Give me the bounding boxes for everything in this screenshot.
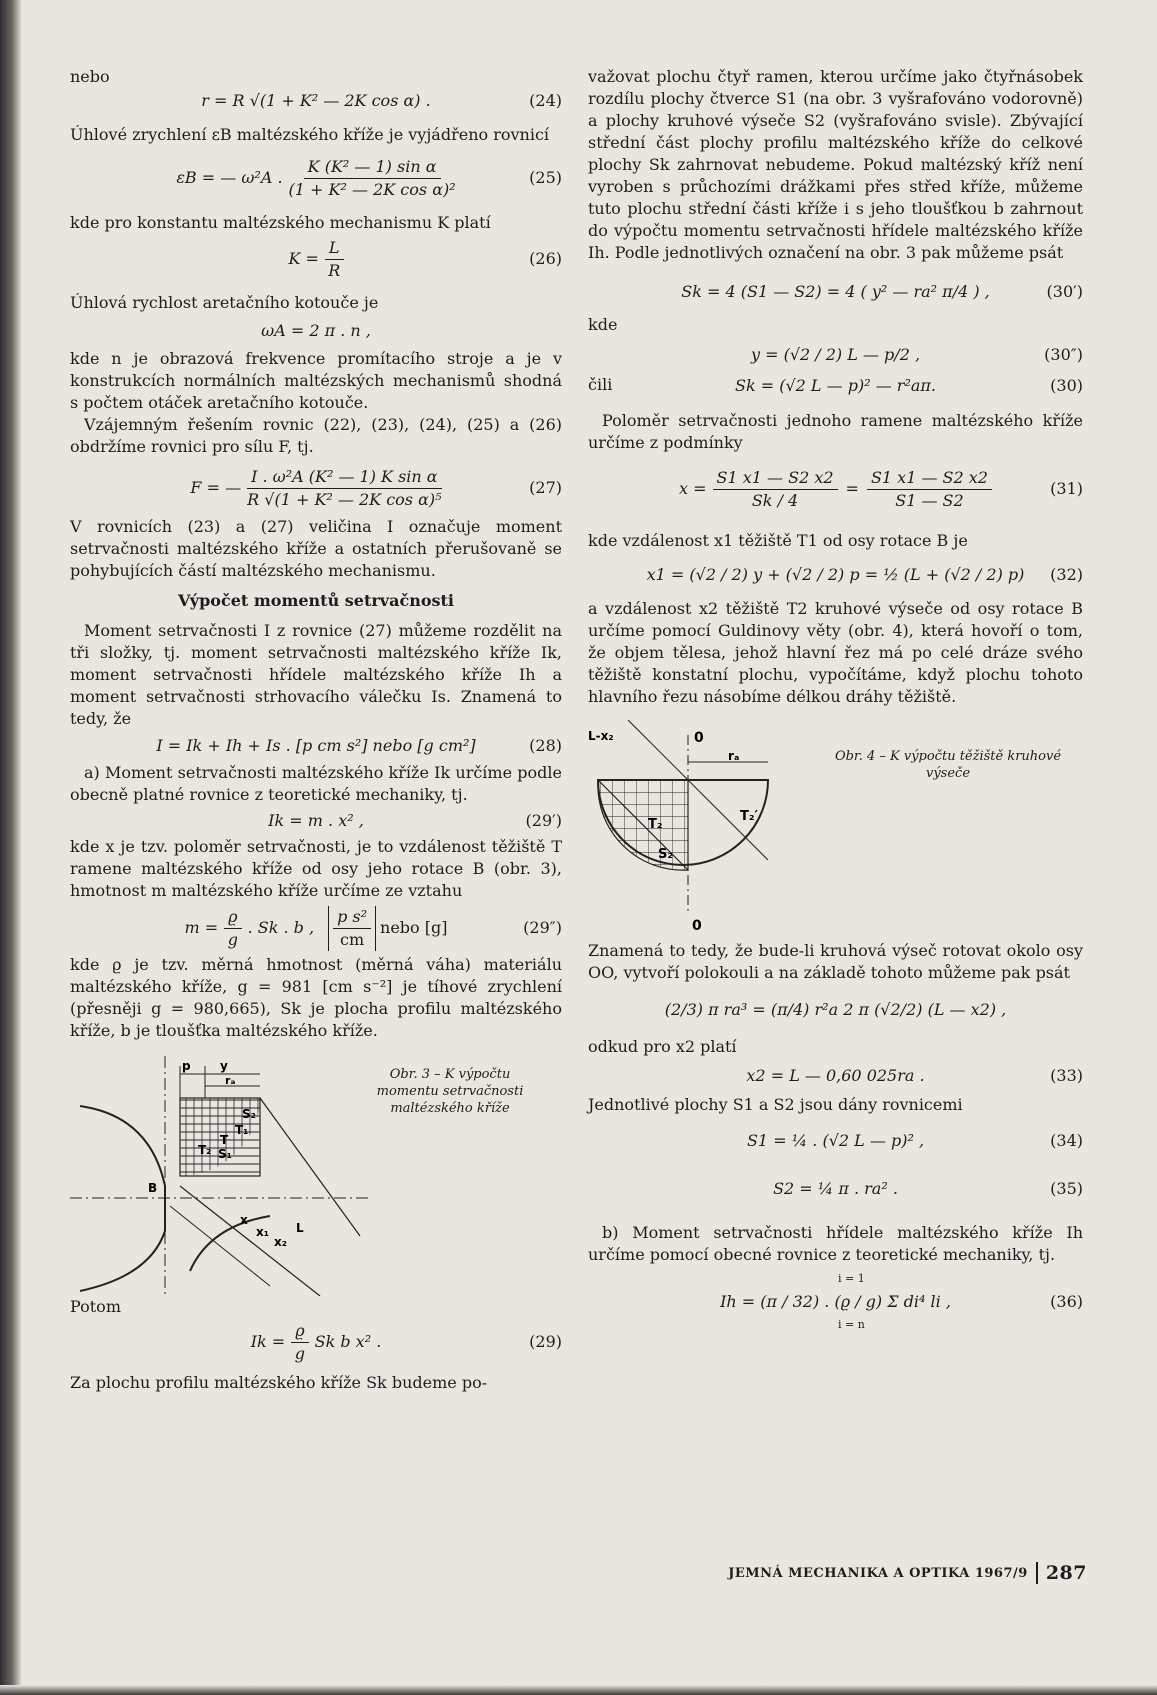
figure-4: [588, 720, 1083, 940]
equation-number: (29): [529, 1332, 562, 1351]
equation-29b: m = $\frac{ϱ}{g}$ . Sk . b , p s² cm nebo [g] (29″): [184, 906, 562, 949]
paragraph: Úhlové zrychlení εB maltézského kříže je vyjádřeno rovnicí: [70, 125, 550, 144]
section-heading: Výpočet momentů setrvačnosti: [178, 591, 454, 610]
text-kde: kde: [588, 315, 618, 334]
fig3-label-x1: x₁: [256, 1225, 269, 1239]
equation-number: (30′): [1046, 282, 1083, 301]
fig4-label-0-bottom: 0: [692, 918, 702, 934]
equation-34: S1 = ¼ . (√2 L — p)² , (34): [746, 1131, 1083, 1150]
paragraph: kde n je obrazová frekvence promítacího stroje a je v konstrukcích normálních maltézských mechanismů shodná s počtem otáček aretačního kotouče.: [70, 349, 562, 412]
equation-number: (33): [1050, 1066, 1083, 1085]
fig4-label-L-x2: L-x₂: [588, 729, 614, 743]
paragraph: kde ϱ je tzv. měrná hmotnost (měrná váha) materiálu maltézského kříže, g = 981 [cm s⁻²] je tíhové zrychlení (přesněji g = 980,665), Sk je plocha profilu maltézského kříže, b je tloušťka maltézského kříže.: [70, 955, 562, 1040]
text-potom: Potom: [70, 1297, 121, 1316]
paragraph: kde vzdálenost x1 těžiště T1 od osy rotace B je: [588, 531, 968, 550]
equation-number: (29″): [523, 918, 562, 937]
figure-4-drawing: [588, 720, 818, 940]
left-column: [70, 66, 562, 1394]
equation-30b: y = (√2 / 2) L — p/2 , (30″): [750, 345, 1083, 364]
equation-number: (34): [1050, 1131, 1083, 1150]
fig4-label-0-top: 0: [694, 730, 704, 746]
figure-4-caption: Obr. 4 – K výpočtu těžiště kruhové výseče: [834, 749, 1062, 781]
equation-32: x1 = (√2 / 2) y + (√2 / 2) p = ½ (L + (√2 / 2) p) (32): [646, 565, 1083, 584]
equation-26: K = $\frac{L}{R}$ (26): [288, 237, 562, 280]
fig3-label-ra: rₐ: [225, 1074, 236, 1087]
paragraph: Jednotlivé plochy S1 a S2 jsou dány rovnicemi: [588, 1095, 963, 1114]
paragraph: važovat plochu čtyř ramen, kterou určíme jako čtyřnásobek rozdílu plochy čtverce S1 (na obr. 3 vyšrafováno vodorovně) a plochy kruhové výseče S2 (vyšrafováno svisle). Zbývající střední část plochy profilu maltézského kříže do celkové plochy Sk zahrnovat nebudeme. Pokud maltézský kříž není vyroben s průchozími drážkami přes střed kříže, můžeme tuto plochu střední části kříže i s jeho tloušťkou b zahrnout do výpočtu momentu setrvačnosti hřídele maltézského kříže Ih. Podle jednotlivých označení na obr. 3 pak můžeme psát: [588, 67, 1083, 262]
paragraph: a vzdálenost x2 těžiště T2 kruhové výseče od osy rotace B určíme pomocí Guldinovy věty (obr. 4), která hovoří o tom, že objem tělesa, jehož hlavní řez má po celé dráze svého těžiště konstatní plochu, vypočítáme, když plochu tohoto hlavního řezu násobíme délkou dráhy těžiště.: [588, 599, 1083, 706]
paragraph: kde pro konstantu maltézského mechanismu K platí: [70, 213, 491, 232]
paragraph: b) Moment setrvačnosti hřídele maltézského kříže Ih určíme pomocí obecné rovnice z teoretické mechaniky, tj.: [588, 1223, 1083, 1264]
fig3-label-S2: S₂: [242, 1107, 256, 1121]
paragraph: Moment setrvačnosti I z rovnice (27) můžeme rozdělit na tři složky, tj. moment setrvačnosti maltézského kříže Ik, moment setrvačnosti hřídele maltézského kříže Ih a moment setrvačnosti strhovacího válečku Is. Znamená to tedy, že: [70, 621, 562, 728]
equation-number: (24): [529, 91, 562, 110]
paragraph: a) Moment setrvačnosti maltézského kříže Ik určíme podle obecně platné rovnice z teoretické mechaniky, tj.: [70, 763, 562, 804]
figure-3-caption: Obr. 3 – K výpočtu momentu setrvačnosti maltézského kříže: [376, 1067, 524, 1116]
paragraph: Poloměr setrvačnosti jednoho ramene maltézského kříže určíme z podmínky: [588, 411, 1083, 452]
fig3-label-T: T: [220, 1133, 229, 1147]
fig3-label-p: p: [182, 1059, 191, 1073]
equation-25: εB = — ω²A . K (K² — 1) sin α (1 + K² — 2K cos α)² (25): [176, 156, 562, 199]
paragraph: odkud pro x2 platí: [588, 1037, 737, 1056]
equation-36: Ih = (π / 32) . (ϱ / g) Σ di⁴ li , i = 1 i = n (36): [720, 1272, 1083, 1331]
fig3-label-y: y: [220, 1059, 228, 1073]
equation-number: (30): [1050, 376, 1083, 395]
fig3-label-x: x: [240, 1213, 248, 1227]
equation-27: F = — I . ω²A (K² — 1) K sin α R √(1 + K² — 2K cos α)⁵ (27): [190, 466, 562, 509]
text-nebo: nebo: [70, 67, 110, 86]
fig3-label-L: L: [296, 1221, 304, 1235]
equation-hemisphere: (2/3) π ra³ = (π/4) r²a 2 π (√2/2) (L — x2) ,: [664, 1000, 1007, 1019]
page-bottom-shadow: [0, 1685, 1157, 1695]
equation-30: Sk = (√2 L — p)² — r²aπ. (30): [734, 376, 1083, 395]
journal-name: JEMNÁ MECHANIKA A OPTIKA 1967/9: [728, 1565, 1028, 1581]
equation-number: (26): [529, 249, 562, 268]
page-number: 287: [1036, 1562, 1087, 1584]
paragraph: kde x je tzv. poloměr setrvačnosti, je to vzdálenost těžiště T ramene maltézského kříže od osy jeho rotace B (obr. 3), hmotnost m maltézského kříže určíme ze vztahu: [70, 837, 562, 900]
right-column: [588, 66, 1083, 1338]
equation-35: S2 = ¼ π . ra² . (35): [773, 1179, 1083, 1198]
paragraph: Znamená to tedy, že bude-li kruhová výseč rotovat okolo osy OO, vytvoří polokouli a na základě tohoto můžeme pak psát: [588, 941, 1083, 982]
equation-number: (32): [1050, 565, 1083, 584]
fig3-label-T1: T₁: [235, 1123, 249, 1137]
equation-29: Ik = $\frac{ϱ}{g}$ Sk b x² . (29): [250, 1320, 562, 1363]
equation-33: x2 = L — 0,60 025ra . (33): [746, 1066, 1083, 1085]
fig4-label-ra: rₐ: [728, 749, 740, 763]
equation-31: x = $\frac{S1 x1 — S2 x2}{Sk / 4}$ = $\frac{S1 x1 — S2 x2}{S1 — S2}$ (31): [679, 467, 1083, 510]
equation-number: (31): [1050, 479, 1083, 498]
paragraph: Vzájemným řešením rovnic (22), (23), (24), (25) a (26) obdržíme rovnici pro sílu F, tj.: [70, 415, 562, 456]
paragraph: Úhlová rychlost aretačního kotouče je: [70, 293, 379, 312]
text-cili: čili: [588, 375, 613, 394]
fig3-label-B: B: [148, 1181, 158, 1195]
paragraph: Za plochu profilu maltézského kříže Sk budeme po-: [70, 1373, 488, 1392]
page-edge-shadow: [0, 0, 22, 1695]
figure-3: [70, 1056, 562, 1296]
page-footer: [728, 1562, 1087, 1584]
equation-29a: Ik = m . x² , (29′): [268, 811, 562, 830]
equation-number: (27): [529, 478, 562, 497]
equation-omega: ωA = 2 π . n ,: [261, 321, 371, 340]
fig4-label-T2-prime: T₂′: [740, 809, 758, 824]
figure-3-drawing: [70, 1056, 370, 1296]
equation-number: (30″): [1044, 345, 1083, 364]
equation-28: I = Ik + Ih + Is . [p cm s²] nebo [g cm²] (28): [156, 736, 562, 755]
fig3-label-T2: T₂: [198, 1143, 212, 1157]
equation-24: r = R √(1 + K² — 2K cos α) . (24): [201, 91, 562, 110]
equation-30a: Sk = 4 (S1 — S2) = 4 ( y² — ra² π/4 ) , (30′): [681, 282, 1083, 301]
fig3-label-S1: S₁: [218, 1147, 232, 1161]
equation-number: (28): [529, 736, 562, 755]
fig4-label-T2: T₂: [648, 817, 663, 832]
fig3-label-x2: x₂: [274, 1235, 287, 1249]
equation-number: (29′): [525, 811, 562, 830]
equation-number: (35): [1050, 1179, 1083, 1198]
equation-number: (25): [529, 168, 562, 187]
equation-number: (36): [1050, 1292, 1083, 1311]
paragraph: V rovnicích (23) a (27) veličina I označuje moment setrvačnosti maltézského kříže a ostatních přerušovaně se pohybujících částí maltézského mechanismu.: [70, 517, 562, 580]
fig4-label-S2: S₂: [658, 847, 674, 862]
